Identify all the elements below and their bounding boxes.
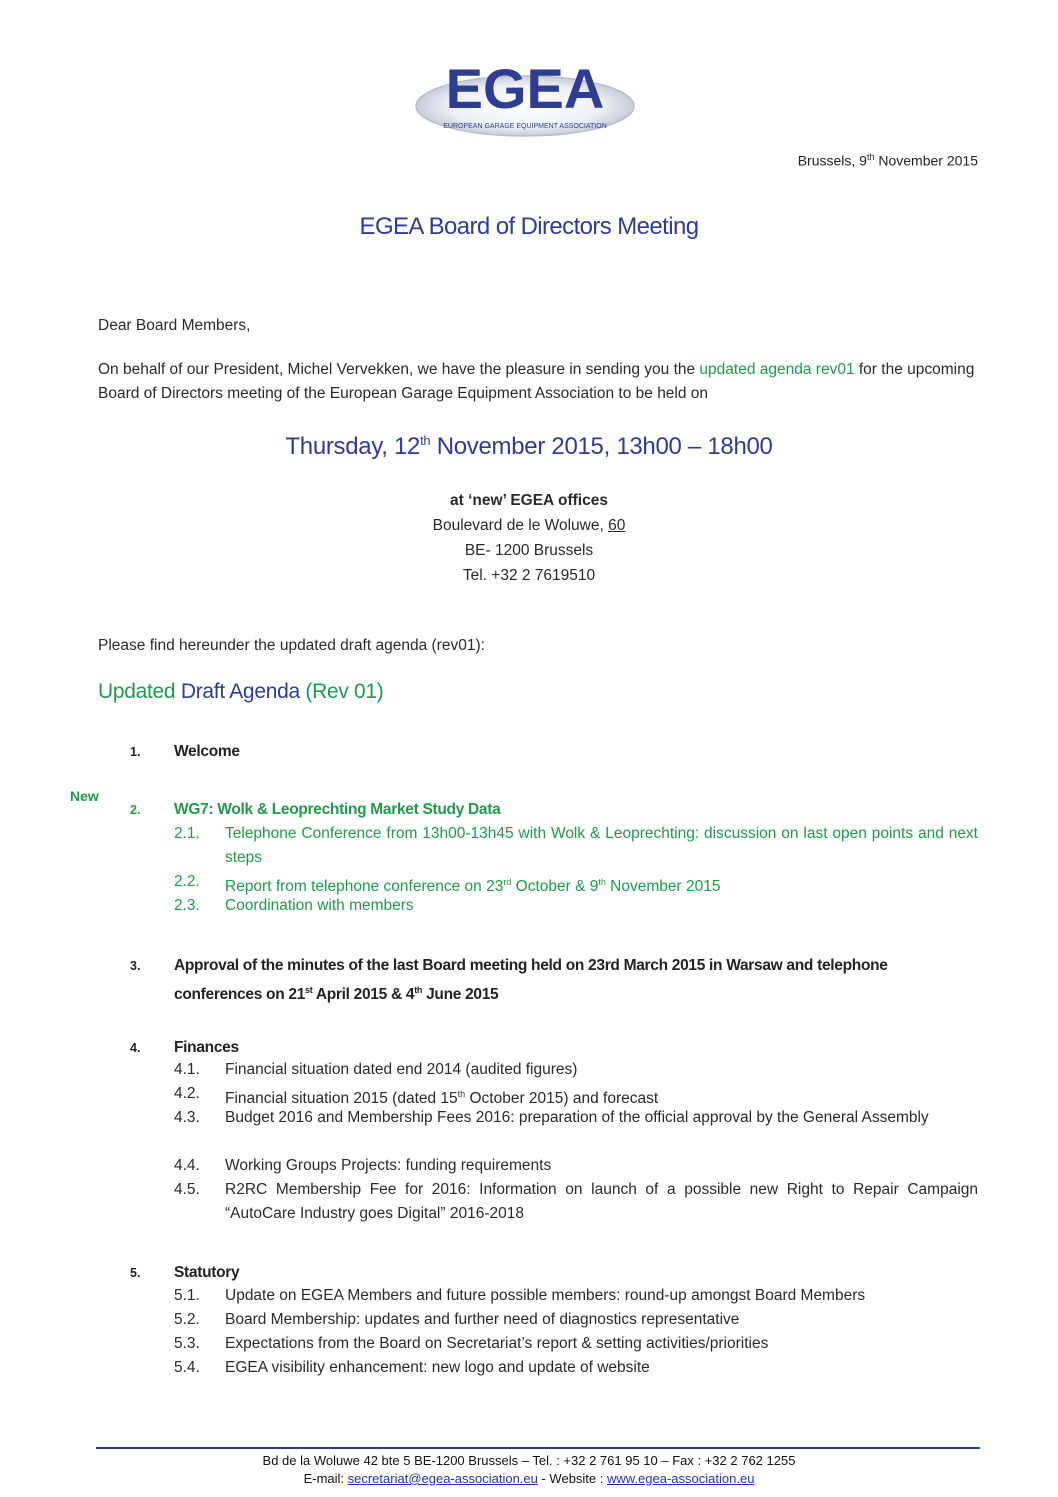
agenda-subitem-5-4: 5.4. EGEA visibility enhancement: new logo and update of website [174,1359,650,1376]
page-title: EGEA Board of Directors Meeting [359,213,699,240]
agenda-heading: Updated Draft Agenda (Rev 01) [98,680,384,703]
agenda-subitem-5-1: 5.1. Update on EGEA Members and future possible members: round-up amongst Board Members [174,1287,866,1304]
salutation: Dear Board Members, [98,317,251,334]
venue-line-4: Tel. +32 2 7619510 [462,567,596,584]
agenda-subitem-2-3: 2.3. Coordination with members [174,897,414,914]
meeting-date: Thursday, 12th November 2015, 13h00 – 18h00 [285,433,773,460]
agenda-subitem-4-3: 4.3. Budget 2016 and Membership Fees 2016: preparation of the official approval by the General Assembly [174,1109,929,1126]
email-link[interactable]: secretariat@egea-association.eu [347,1471,538,1486]
agenda-subitem-5-2: 5.2. Board Membership: updates and further need of diagnostics representative [174,1311,740,1328]
agenda-item-3: 3. Approval of the minutes of the last Board meeting held on 23rd March 2015 in Warsaw and telephone conferences on 21st April 2015 & 4th June 2015 [130,957,888,1004]
agenda-subitem-5-3: 5.3. Expectations from the Board on Secretariat’s report & setting activities/priorities [174,1335,769,1352]
footer-address: Bd de la Woluwe 42 bte 5 BE-1200 Brussels – Tel. : +32 2 761 95 10 – Fax : +32 2 762 1255 [262,1453,796,1468]
agenda-subitem-4-1: 4.1. Financial situation dated end 2014 (audited figures) [174,1061,578,1078]
egea-logo [414,56,636,138]
agenda-subitem-2-1: 2.1. Telephone Conference from 13h00-13h45 with Wolk & Leoprechting: discussion on last open points and next steps [174,825,978,866]
venue-block [0,488,1058,588]
new-tag: New [70,788,99,804]
footer-contacts: E-mail: secretariat@egea-association.eu - Website : www.egea-association.eu [303,1471,755,1486]
intro-paragraph: On behalf of our President, Michel Vervekken, we have the pleasure in sending you the updated agenda rev01 for the upcoming Board of Directors meeting of the European Garage Equipment Association to be held on [98,361,975,402]
agenda-item-1: 1. Welcome [130,743,240,760]
agenda-subitem-2-2: 2.2. Report from telephone conference on 23rd October & 9th November 2015 [174,873,721,896]
agenda-item-4: 4. Finances [130,1039,239,1056]
footer-divider [96,1447,980,1449]
intro-highlight: updated agenda rev01 [699,361,855,378]
agenda-subitem-4-2: 4.2. Financial situation 2015 (dated 15th October 2015) and forecast [174,1085,659,1108]
letter-date: Brussels, 9th November 2015 [797,152,978,169]
agenda-subitem-4-4: 4.4. Working Groups Projects: funding requirements [174,1157,552,1174]
venue-line-3: BE- 1200 Brussels [464,542,594,559]
venue-line-2: Boulevard de le Woluwe, 60 [432,517,626,534]
venue-line-1: at ‘new’ EGEA offices [450,492,608,509]
agenda-item-2: 2. WG7: Wolk & Leoprechting Market Study Data [130,801,501,818]
logo-brand: EGEA [445,57,605,120]
logo-tagline: EUROPEAN GARAGE EQUIPMENT ASSOCIATION [443,123,607,130]
agenda-item-5: 5. Statutory [130,1264,240,1281]
agenda-subitem-4-5: 4.5. R2RC Membership Fee for 2016: Information on launch of a possible new Right to Repair Campaign “AutoCare Industry goes Digital” 2016-2018 [174,1181,978,1222]
website-link[interactable]: www.egea-association.eu [607,1471,755,1486]
find-text: Please find hereunder the updated draft agenda (rev01): [98,637,485,654]
